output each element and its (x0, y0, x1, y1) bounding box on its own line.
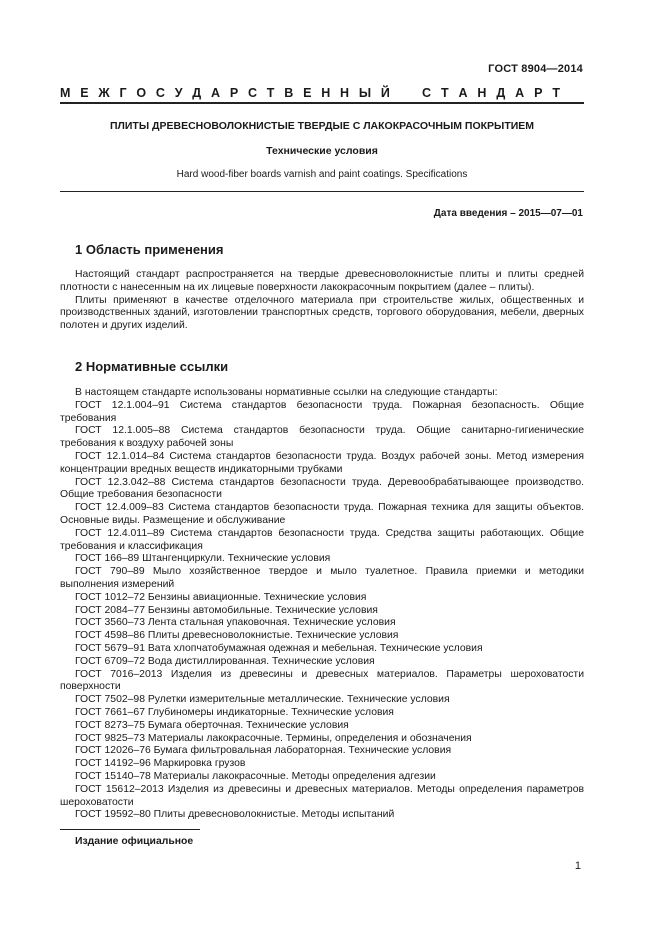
section-1-body (60, 269, 584, 333)
reference-paragraph: ГОСТ 1012–72 Бензины авиационные. Технические условия (75, 591, 367, 603)
banner-letter: Т (266, 86, 275, 100)
banner-letter: М (60, 86, 71, 100)
reference-paragraph: ГОСТ 166–89 Штангенциркули. Технические условия (75, 553, 331, 565)
banner-letter: Т (552, 86, 560, 100)
reference-paragraph: ГОСТ 12.3.042–88 Система стандартов безопасности труда. Деревообрабатывающее производство. Общие требования безопасности (60, 476, 584, 501)
introduction-date: Дата введения – 2015—07—01 (433, 208, 583, 219)
section-2-heading: 2 Нормативные ссылки (75, 359, 229, 374)
banner-letter: Ы (358, 86, 372, 100)
banner-letter: Ж (98, 86, 110, 100)
document-title-english: Hard wood-fiber boards varnish and paint coatings. Specifications (176, 169, 468, 180)
banner-letter: Е (303, 86, 312, 100)
banner-letter: Т (440, 86, 449, 100)
banner-letter: Е (80, 86, 89, 100)
title-rule (60, 191, 584, 192)
section-1-heading: 1 Область применения (75, 242, 224, 257)
banner-letter: В (284, 86, 294, 100)
reference-paragraph: ГОСТ 6709–72 Вода дистиллированная. Технические условия (75, 655, 375, 667)
banner-letter: Д (192, 86, 202, 100)
banner-letter: Р (534, 86, 543, 100)
banner-letter: С (422, 86, 432, 100)
reference-paragraph: ГОСТ 14192–96 Маркировка грузов (75, 758, 246, 770)
banner-letter: О (136, 86, 147, 100)
document-code: ГОСТ 8904—2014 (488, 63, 583, 75)
section-1-paragraph: Плиты применяют в качестве отделочного материала при строительстве жилых, общественных и производственных зданий, изготовлении транспортных средств, торгового оборудования, мебели, дверных полотен и других изделий. (60, 294, 584, 332)
page-number: 1 (574, 860, 581, 872)
edition-label: Издание официальное (75, 836, 194, 847)
reference-paragraph: ГОСТ 12.4.011–89 Система стандартов безопасности труда. Средства защиты работающих. Общие требования и классификация (60, 527, 584, 552)
section-1-paragraph: Настоящий стандарт распространяется на твердые древесноволокнистые плиты и плиты средней плотности с нанесенным на их лицевые поверхности лакокрасочным покрытием (далее – плиты). (60, 269, 584, 293)
banner-letter: А (211, 86, 221, 100)
reference-paragraph: ГОСТ 2084–77 Бензины автомобильные. Технические условия (75, 604, 378, 616)
reference-paragraph: ГОСТ 15140–78 Материалы лакокрасочные. Методы определения адгезии (75, 770, 436, 782)
document-subtitle: Технические условия (266, 145, 378, 157)
reference-paragraph: ГОСТ 19592–80 Плиты древесноволокнистые. Методы испытаний (75, 809, 395, 821)
banner-letter: Н (340, 86, 350, 100)
banner-letter: Д (496, 86, 506, 100)
reference-paragraph: В настоящем стандарте использованы нормативные ссылки на следующие стандарты: (75, 387, 498, 398)
standard-banner (60, 86, 560, 100)
banner-letter: Г (119, 86, 127, 100)
reference-paragraph: ГОСТ 3560–73 Лента стальная упаковочная. Технические условия (75, 617, 396, 629)
banner-letter: У (174, 86, 183, 100)
banner-letter: Р (229, 86, 239, 100)
reference-paragraph: ГОСТ 12.4.009–83 Система стандартов безопасности труда. Пожарная техника для защиты объектов. Основные виды. Размещение и обслуживание (60, 502, 584, 526)
banner-letter: С (155, 86, 165, 100)
reference-paragraph: ГОСТ 4598–86 Плиты древесноволокнистые. Технические условия (75, 630, 399, 642)
section-2-body (60, 387, 584, 822)
banner-letter: Й (380, 86, 390, 100)
reference-paragraph: ГОСТ 8273–75 Бумага оберточная. Технические условия (75, 719, 349, 731)
banner-letter: С (247, 86, 257, 100)
reference-paragraph: ГОСТ 7016–2013 Изделия из древесины и древесных материалов. Параметры шероховатости поверхности (60, 668, 584, 693)
reference-paragraph: ГОСТ 12.1.005–88 Система стандартов безопасности труда. Общие санитарно-гигиенические требования к воздуху рабочей зоны (60, 425, 584, 450)
banner-letter: Н (477, 86, 487, 100)
reference-paragraph: ГОСТ 5679–91 Вата хлопчатобумажная одежная и мебельная. Технические условия (75, 642, 483, 654)
reference-paragraph: ГОСТ 9825–73 Материалы лакокрасочные. Термины, определения и обозначения (75, 732, 472, 744)
reference-paragraph: ГОСТ 790–89 Мыло хозяйственное твердое и мыло туалетное. Правила приемки и методики выполнения измерений (60, 566, 584, 590)
reference-paragraph: ГОСТ 12026–76 Бумага фильтровальная лабораторная. Технические условия (75, 745, 452, 757)
edition-rule (60, 829, 200, 830)
reference-paragraph: ГОСТ 12.1.014–84 Система стандартов безопасности труда. Воздух рабочей зоны. Метод измерения концентрации вредных веществ индикаторными трубками (60, 450, 584, 475)
reference-paragraph: ГОСТ 7502–98 Рулетки измерительные металлические. Технические условия (75, 694, 450, 706)
banner-letter: А (515, 86, 525, 100)
banner-letter: Н (321, 86, 331, 100)
reference-paragraph: ГОСТ 7661–67 Глубиномеры индикаторные. Технические условия (75, 706, 394, 718)
reference-paragraph: ГОСТ 12.1.004–91 Система стандартов безопасности труда. Пожарная безопасность. Общие требования (60, 399, 584, 424)
header-rule (60, 102, 584, 104)
banner-word-interstate (60, 86, 390, 100)
banner-letter: А (458, 86, 468, 100)
reference-paragraph: ГОСТ 15612–2013 Изделия из древесины и древесных материалов. Методы определения параметров шероховатости (60, 783, 584, 808)
document-title: ПЛИТЫ ДРЕВЕСНОВОЛОКНИСТЫЕ ТВЕРДЫЕ С ЛАКОКРАСОЧНЫМ ПОКРЫТИЕМ (109, 120, 535, 132)
banner-word-standard (422, 86, 560, 100)
